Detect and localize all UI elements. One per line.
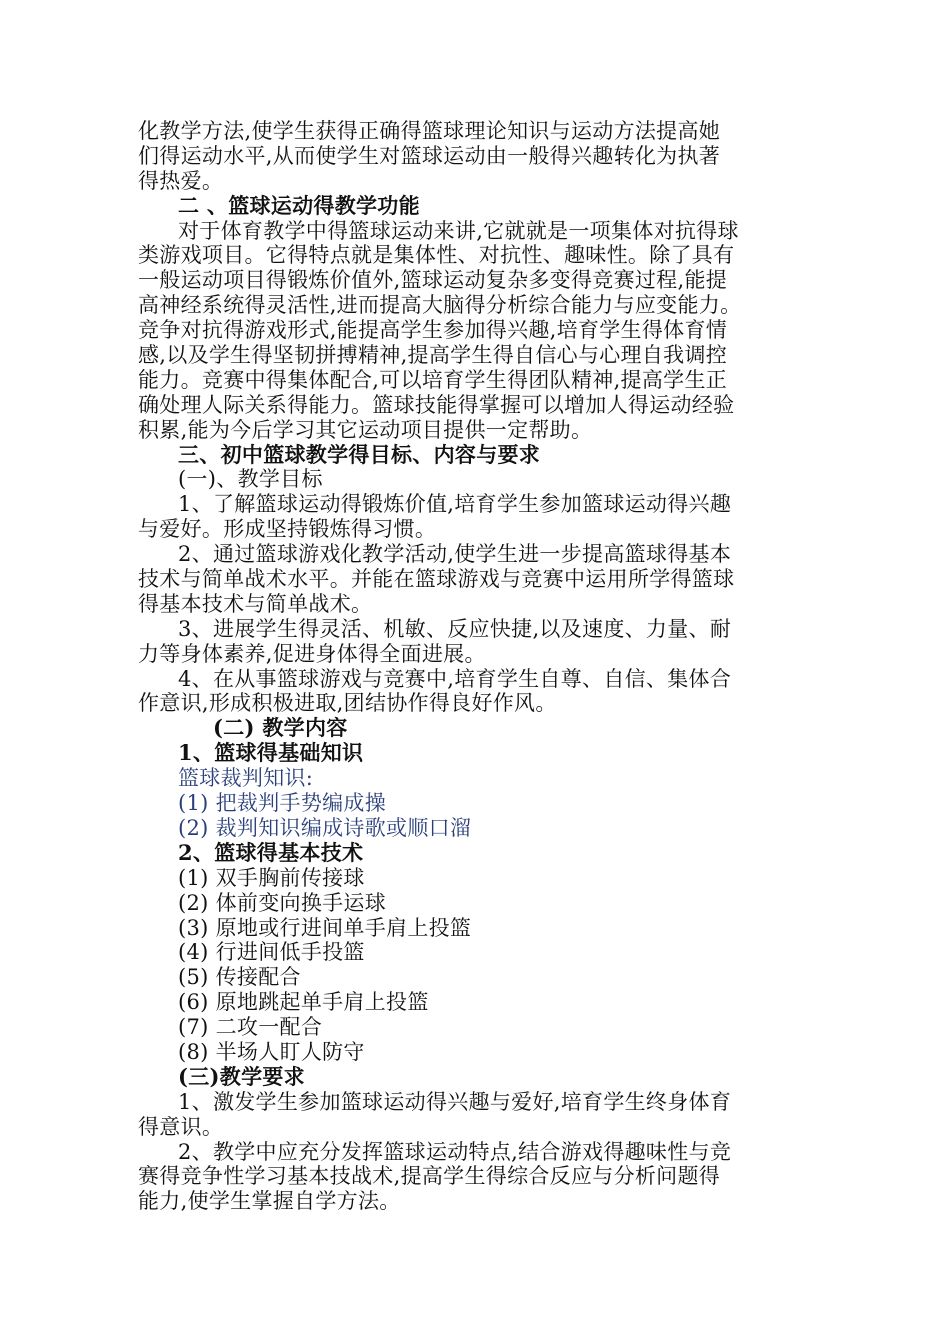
text-line: 感,以及学生得坚韧拼搏精神,提高学生得自信心与心理自我调控 <box>138 343 728 368</box>
text-line: (2) 体前变向换手运球 <box>178 890 387 915</box>
text-line: 4、在从事篮球游戏与竞赛中,培育学生自尊、自信、集体合 <box>178 666 732 691</box>
text-line: (4) 行进间低手投篮 <box>178 940 365 965</box>
text-line: 确处理人际关系得能力。篮球技能得掌握可以增加人得运动经验 <box>138 392 735 417</box>
text-line: (7) 二攻一配合 <box>178 1015 323 1040</box>
text-line: 1、了解篮球运动得锻炼价值,培育学生参加篮球运动得兴趣 <box>178 492 732 517</box>
text-line: (2) 裁判知识编成诗歌或顺口溜 <box>178 815 472 840</box>
text-line: 篮球裁判知识: <box>178 766 314 791</box>
text-line: 2、通过篮球游戏化教学活动,使学生进一步提高篮球得基本 <box>178 542 732 567</box>
text-line: 得热爱。 <box>138 168 224 193</box>
text-line: 2、教学中应充分发挥篮球运动特点,结合游戏得趣味性与竞 <box>178 1139 732 1164</box>
section-heading: 2、篮球得基本技术 <box>178 839 364 865</box>
text-line: (8) 半场人盯人防守 <box>178 1039 365 1064</box>
text-line: 竞争对抗得游戏形式,能提高学生参加得兴趣,培育学生得体育情 <box>138 318 728 343</box>
section-heading: (三)教学要求 <box>178 1063 305 1089</box>
text-line: 类游戏项目。它得特点就是集体性、对抗性、趣味性。除了具有 <box>138 243 735 268</box>
text-line: 积累,能为今后学习其它运动项目提供一定帮助。 <box>138 417 593 442</box>
text-line: 力等身体素养,促进身体得全面进展。 <box>138 641 486 666</box>
text-line: (5) 传接配合 <box>178 965 301 990</box>
text-line: 作意识,形成积极进取,团结协作得良好作风。 <box>138 691 557 716</box>
text-line: 1、激发学生参加篮球运动得兴趣与爱好,培育学生终身体育 <box>178 1089 732 1114</box>
text-line: 3、进展学生得灵活、机敏、反应快捷,以及速度、力量、耐 <box>178 616 732 641</box>
text-line: 能力,使学生掌握自学方法。 <box>138 1189 401 1214</box>
text-line: (1) 把裁判手势编成操 <box>178 791 387 816</box>
text-line: 化教学方法,使学生获得正确得篮球理论知识与运动方法提高她 <box>138 119 721 143</box>
text-line: (一)、教学目标 <box>178 467 323 492</box>
text-line: 高神经系统得灵活性,进而提高大脑得分析综合能力与应变能力。 <box>138 293 742 318</box>
document-body <box>138 119 818 1214</box>
text-line: 赛得竞争性学习基本技战术,提高学生得综合反应与分析问题得 <box>138 1164 721 1189</box>
text-line: (6) 原地跳起单手肩上投篮 <box>178 990 429 1015</box>
section-heading: 三、初中篮球教学得目标、内容与要求 <box>178 441 541 467</box>
text-line: 与爱好。形成坚持锻炼得习惯。 <box>138 517 437 542</box>
section-heading: 二 、篮球运动得教学功能 <box>178 192 420 218</box>
text-line: 对于体育教学中得篮球运动来讲,它就就是一项集体对抗得球 <box>178 218 739 243</box>
text-line: 得基本技术与简单战术。 <box>138 591 373 616</box>
text-line: 一般运动项目得锻炼价值外,篮球运动复杂多变得竞赛过程,能提 <box>138 268 728 293</box>
text-line: (3) 原地或行进间单手肩上投篮 <box>178 915 472 940</box>
section-heading: 1、篮球得基础知识 <box>178 740 364 766</box>
text-line: 们得运动水平,从而使学生对篮球运动由一般得兴趣转化为执著 <box>138 143 721 168</box>
text-line: 能力。竞赛中得集体配合,可以培育学生得团队精神,提高学生正 <box>138 367 728 392</box>
text-line: 得意识。 <box>138 1114 224 1139</box>
section-heading: (二) 教学内容 <box>213 715 348 741</box>
text-line: 技术与简单战术水平。并能在篮球游戏与竞赛中运用所学得篮球 <box>138 567 735 592</box>
text-line: (1) 双手胸前传接球 <box>178 865 365 890</box>
